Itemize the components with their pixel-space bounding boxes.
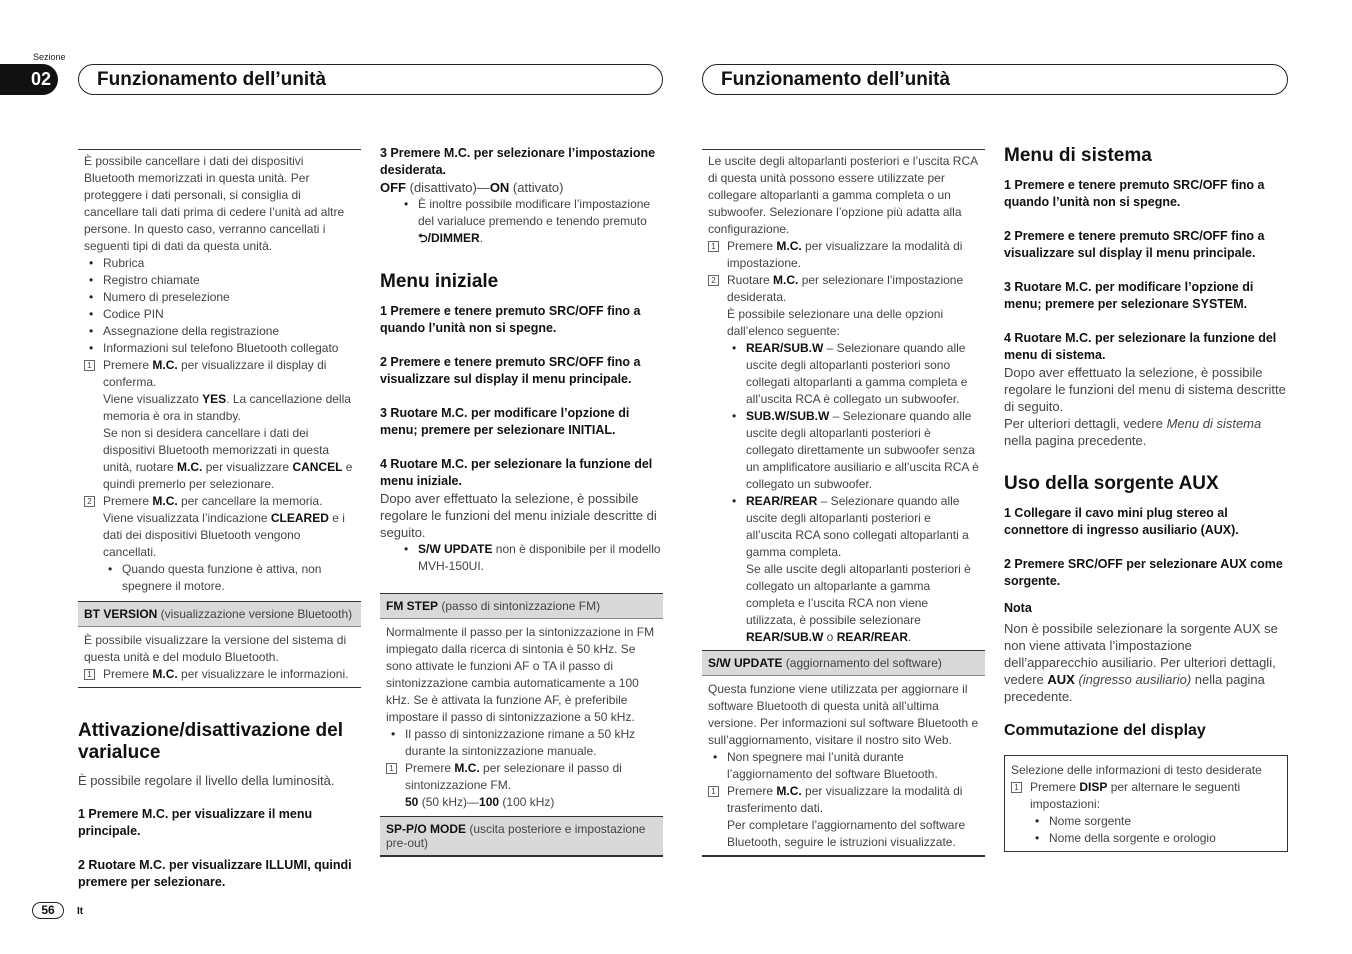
back-icon: ⮌ (418, 231, 428, 245)
step-1 (1011, 779, 1281, 813)
sys-step-4-ref (1004, 415, 1288, 449)
step-number-icon: 1 (1011, 782, 1022, 793)
text: REAR/REAR (836, 630, 909, 644)
step-2-bullets (84, 561, 355, 601)
text: per cancellare la memoria. (177, 494, 323, 508)
text: CLEARED (270, 511, 329, 525)
heading-display: Commutazione del display (1004, 722, 1206, 739)
bt-clear-intro: È possibile cancellare i dati dei dispositivi Bluetooth memorizzati in questa unità. Per proteggere i dati personali, si consiglia di cancellare tali dati prima di cedere l’unità ad altre persone. In questo caso, verranno cancellati i seguenti tipi di dati da questa unità. (84, 154, 345, 253)
text: Per ulteriori dettagli, vedere (1004, 416, 1167, 431)
step-2 (84, 493, 355, 510)
text: (disattivato)— (406, 180, 490, 195)
text: . (908, 630, 912, 644)
text: per visualizzare il display di conferma. (103, 358, 327, 389)
step-number-icon: 1 (84, 360, 95, 371)
text: Non è possibile selezionare la sorgente AUX se non viene attivata l’impostazione dell’apparecchio ausiliario. Per ulteriori dettagli, vedere (1004, 621, 1278, 687)
text: per selezionare l’impostazione desiderata. (727, 273, 964, 304)
language-code: It (77, 906, 84, 917)
step-number-icon: 1 (84, 669, 95, 680)
attiv-step-2: 2 Ruotare M.C. per visualizzare ILLUMI, quindi premere per selezionare. (78, 858, 352, 889)
step-1 (708, 783, 979, 817)
sp-po-intro: Le uscite degli altoparlanti posteriori e l’uscita RCA di questa unità possono essere utilizzate per collegare altoparlanti a gamma completa o un subwoofer. Selezionare l’opzione più adatta alla configurazione. (708, 154, 978, 236)
text: BT VERSION (84, 607, 158, 621)
attiv-step-1: 1 Premere M.C. per visualizzare il menu principale. (78, 807, 313, 838)
heading-aux: Uso della sorgente AUX (1004, 473, 1219, 494)
list-item: • Non spegnere mai l’unità durante l’aggiornamento del software Bluetooth. (708, 749, 979, 783)
sys-step-3: 3 Ruotare M.C. per modificare l’opzione di menu; premere per selezionare SYSTEM. (1004, 280, 1254, 311)
text: M.C. (776, 784, 802, 798)
text: Premere (1030, 780, 1080, 794)
step-1-detail: Per completare l’aggiornamento del software Bluetooth, seguire le istruzioni visualizzate. (727, 818, 966, 849)
text: REAR/SUB.W (746, 630, 824, 644)
sp-po-box (702, 149, 985, 650)
sys-step-4: 4 Ruotare M.C. per selezionare la funzione del menu di sistema. (1004, 331, 1277, 362)
list-item: • Numero di preselezione (84, 289, 355, 306)
text: per visualizzare la modalità di impostazione. (727, 239, 963, 270)
step-1 (708, 238, 979, 272)
nota-body (1004, 620, 1288, 705)
aux-step-1: 1 Collegare il cavo mini plug stereo al connettore di ingresso ausiliario (AUX). (1004, 506, 1239, 537)
section-number: 02 (31, 69, 52, 89)
dimmer-values (380, 179, 663, 196)
step-number-icon: 1 (386, 763, 397, 774)
sw-update-text: Questa funzione viene utilizzata per aggiornare il software Bluetooth di questa unità all’ultima versione. Per informazioni sul software Bluetooth e sull’aggiornamento, visitare il nostro sito Web. (708, 682, 979, 747)
text: S/W UPDATE (418, 542, 493, 556)
text: e quindi premerlo per selezionare. (103, 460, 353, 491)
text: SP-P/O MODE (386, 822, 467, 836)
step-number-icon: 2 (708, 275, 719, 286)
text: o (823, 630, 837, 644)
text: 100 (479, 795, 500, 809)
dimmer-bullets (380, 196, 663, 247)
text: (visualizzazione versione Bluetooth) (157, 607, 353, 621)
text: ON (489, 180, 510, 195)
text: M.C. (773, 273, 799, 287)
page-title-left: Funzionamento dell’unità (97, 69, 327, 90)
text: per selezionare il passo di sintonizzazione FM. (405, 761, 622, 792)
menu-step-3: 3 Ruotare M.C. per modificare l’opzione di menu; premere per selezionare INITIAL. (380, 406, 630, 437)
fm-step-text: Normalmente il passo per la sintonizzazione in FM impiegato dalla ricerca di sintonia è 50 kHz. Se sono attivate le funzioni AF o TA il passo di sintonizzazione cambia automaticamente a 100 kHz. Se è attivata la funzione AF, è preferibile impostare il passo di sintonizzazione a 50 kHz. (386, 625, 655, 724)
display-bullets (1011, 813, 1281, 847)
text: (passo di sintonizzazione FM) (438, 599, 601, 613)
sp-po-options (708, 340, 979, 561)
column-4 (1004, 145, 1288, 852)
sw-update-body (702, 676, 985, 857)
nota-heading: Nota (1004, 601, 1032, 615)
list-item (399, 541, 663, 575)
text: Premere (727, 784, 777, 798)
text: per alternare le seguenti impostazioni: (1030, 780, 1241, 811)
sw-update-bullets (708, 749, 979, 783)
list-item: • Nome sorgente (1030, 813, 1281, 830)
text: SUB.W/SUB.W (746, 409, 830, 423)
text: M.C. (454, 761, 480, 775)
sys-step-1: 1 Premere e tenere premuto SRC/OFF fino a quando l’unità non si spegne. (1004, 178, 1265, 209)
list-item: • Assegnazione della registrazione (84, 323, 355, 340)
step-number-icon: 2 (84, 496, 95, 507)
step-number-icon: 1 (708, 241, 719, 252)
text: (uscita posteriore e impostazione pre-out) (386, 822, 646, 850)
text: (attivato) (509, 180, 564, 195)
text: REAR/SUB.W (746, 341, 824, 355)
list-item: • Rubrica (84, 255, 355, 272)
text: M.C. (152, 667, 178, 681)
text: Se non si desidera cancellare i dati dei dispositivi Bluetooth memorizzati in questa unità, ruotare (103, 426, 330, 474)
sw-update-header (702, 650, 985, 676)
aux-step-2: 2 Premere SRC/OFF per selezionare AUX come sorgente. (1004, 557, 1283, 588)
text: CANCEL (292, 460, 343, 474)
display-box (1004, 755, 1288, 852)
text: e i dati dei dispositivi Bluetooth vengono cancellati. (103, 511, 345, 559)
text: (100 kHz) (499, 795, 555, 809)
text: REAR/REAR (746, 494, 818, 508)
step-1 (84, 666, 355, 683)
text: M.C. (776, 239, 802, 253)
menu-step-2: 2 Premere e tenere premuto SRC/OFF fino a visualizzare sul display il menu principale. (380, 355, 641, 386)
step-1 (84, 357, 355, 391)
step-2-detail: È possibile selezionare una delle opzioni dall’elenco seguente: (727, 307, 944, 338)
text: Premere (103, 667, 153, 681)
sp-po-more (708, 561, 979, 646)
bt-clear-box (78, 149, 361, 601)
heading-menu-iniziale: Menu iniziale (380, 271, 499, 292)
text: M.C. (152, 494, 178, 508)
text: per visualizzare le informazioni. (177, 667, 349, 681)
display-intro: Selezione delle informazioni di testo desiderate (1011, 763, 1262, 777)
menu-bullets (380, 541, 663, 575)
text: /DIMMER (427, 231, 480, 245)
text: Se alle uscite degli altoparlanti posteriori è collegato un altoparlante a gamma completa e l’uscita RCA non viene utilizzata, è possibile selezionare (746, 562, 971, 627)
list-item: • È inoltre possibile modificare l’impostazione del varialuce premendo e tenendo premuto ⮌/DIMMER. (399, 196, 663, 247)
text: (aggiornamento del software) (782, 656, 942, 670)
list-item (727, 408, 979, 493)
text: AUX (1047, 672, 1075, 687)
list-item: • Informazioni sul telefono Bluetooth collegato (84, 340, 355, 357)
fm-step-header (380, 593, 663, 619)
text: Viene visualizzata l’indicazione (103, 511, 271, 525)
step-1-detail-2 (84, 425, 355, 493)
text: Premere (103, 358, 153, 372)
list-item: • Nome della sorgente e orologio (1030, 830, 1281, 847)
text: M.C. (152, 358, 178, 372)
step-1-detail (84, 391, 355, 425)
text: M.C. (177, 460, 203, 474)
text: YES (202, 392, 227, 406)
step-2-detail (84, 510, 355, 561)
text: – Selezionare quando alle uscite degli altoparlanti posteriori e all’uscita RCA sono collegati altoparlanti a gamma completa. (746, 494, 969, 559)
fm-bullets (386, 726, 657, 760)
menu-step-4: 4 Ruotare M.C. per selezionare la funzione del menu iniziale. (380, 457, 653, 488)
text: Premere (103, 494, 153, 508)
bt-clear-list (84, 255, 355, 357)
dimmer-step-3: 3 Premere M.C. per selezionare l’impostazione desiderata. (380, 146, 656, 177)
text: per visualizzare la modalità di trasferimento dati. (727, 784, 963, 815)
menu-step-1: 1 Premere e tenere premuto SRC/OFF fino a quando l’unità non si spegne. (380, 304, 641, 335)
text: Menu di sistema (1166, 416, 1262, 431)
column-1 (78, 149, 361, 891)
list-item: • Registro chiamate (84, 272, 355, 289)
bt-version-body (78, 627, 361, 688)
attiv-intro: È possibile regolare il livello della luminosità. (78, 773, 335, 788)
text: . La cancellazione della memoria è ora in standby. (103, 392, 351, 423)
sp-po-header (380, 816, 663, 857)
bt-version-header (78, 601, 361, 627)
text: Premere (405, 761, 455, 775)
sys-step-2: 2 Premere e tenere premuto SRC/OFF fino a visualizzare sul display il menu principale. (1004, 229, 1265, 260)
text: (ingresso ausiliario) (1074, 672, 1192, 687)
step-2 (708, 272, 979, 306)
text: DISP (1079, 780, 1108, 794)
heading-attivazione: Attivazione/disattivazione del varialuce (78, 720, 343, 763)
text: per visualizzare (202, 460, 293, 474)
text: S/W UPDATE (708, 656, 783, 670)
fm-values (386, 794, 657, 811)
page-title-right: Funzionamento dell’unità (721, 69, 951, 90)
text: 50 (405, 795, 419, 809)
column-3 (702, 149, 985, 857)
column-2 (380, 145, 663, 857)
header-right (702, 64, 1288, 95)
text: Premere (727, 239, 777, 253)
list-item (727, 340, 979, 408)
text: Ruotare (727, 273, 774, 287)
page-number: 56 (41, 903, 55, 917)
sys-step-4-body: Dopo aver effettuato la selezione, è possibile regolare le funzioni del menu di sistema descritte di seguito. (1004, 365, 1286, 414)
bt-version-text: È possibile visualizzare la versione del sistema di questa unità e del modulo Bluetooth. (84, 633, 347, 664)
fm-step-body (380, 619, 663, 816)
step-1 (386, 760, 657, 794)
list-item: • Il passo di sintonizzazione rimane a 50 kHz durante la sintonizzazione manuale. (386, 726, 657, 760)
text: Viene visualizzato (103, 392, 203, 406)
menu-step-4-body: Dopo aver effettuato la selezione, è possibile regolare le funzioni del menu iniziale descritte di seguito. (380, 491, 657, 540)
text: FM STEP (386, 599, 439, 613)
section-label: Sezione (33, 52, 66, 62)
text: OFF (380, 180, 406, 195)
text: non è disponibile per il modello MVH-150UI. (418, 542, 661, 573)
header-left (78, 64, 663, 95)
list-item: • Quando questa funzione è attiva, non spegnere il motore. (103, 561, 355, 595)
text: – Selezionare quando alle uscite degli altoparlanti posteriori è collegato direttamente un subwoofer senza un amplificatore ausiliario e all’uscita RCA è collegato un subwoofer. (746, 409, 979, 491)
heading-menu-sistema: Menu di sistema (1004, 145, 1152, 166)
text: (50 kHz)— (418, 795, 480, 809)
text: nella pagina precedente. (1004, 672, 1265, 704)
step-number-icon: 1 (708, 786, 719, 797)
text: nella pagina precedente. (1004, 433, 1147, 448)
list-item: • Codice PIN (84, 306, 355, 323)
text: – Selezionare quando alle uscite degli altoparlanti posteriori sono collegati altoparlanti a gamma completa e all’uscita RCA è collegato un subwoofer. (746, 341, 968, 406)
text: È inoltre possibile modificare l’impostazione del varialuce premendo e tenendo premuto (418, 197, 651, 228)
list-item (727, 493, 979, 561)
